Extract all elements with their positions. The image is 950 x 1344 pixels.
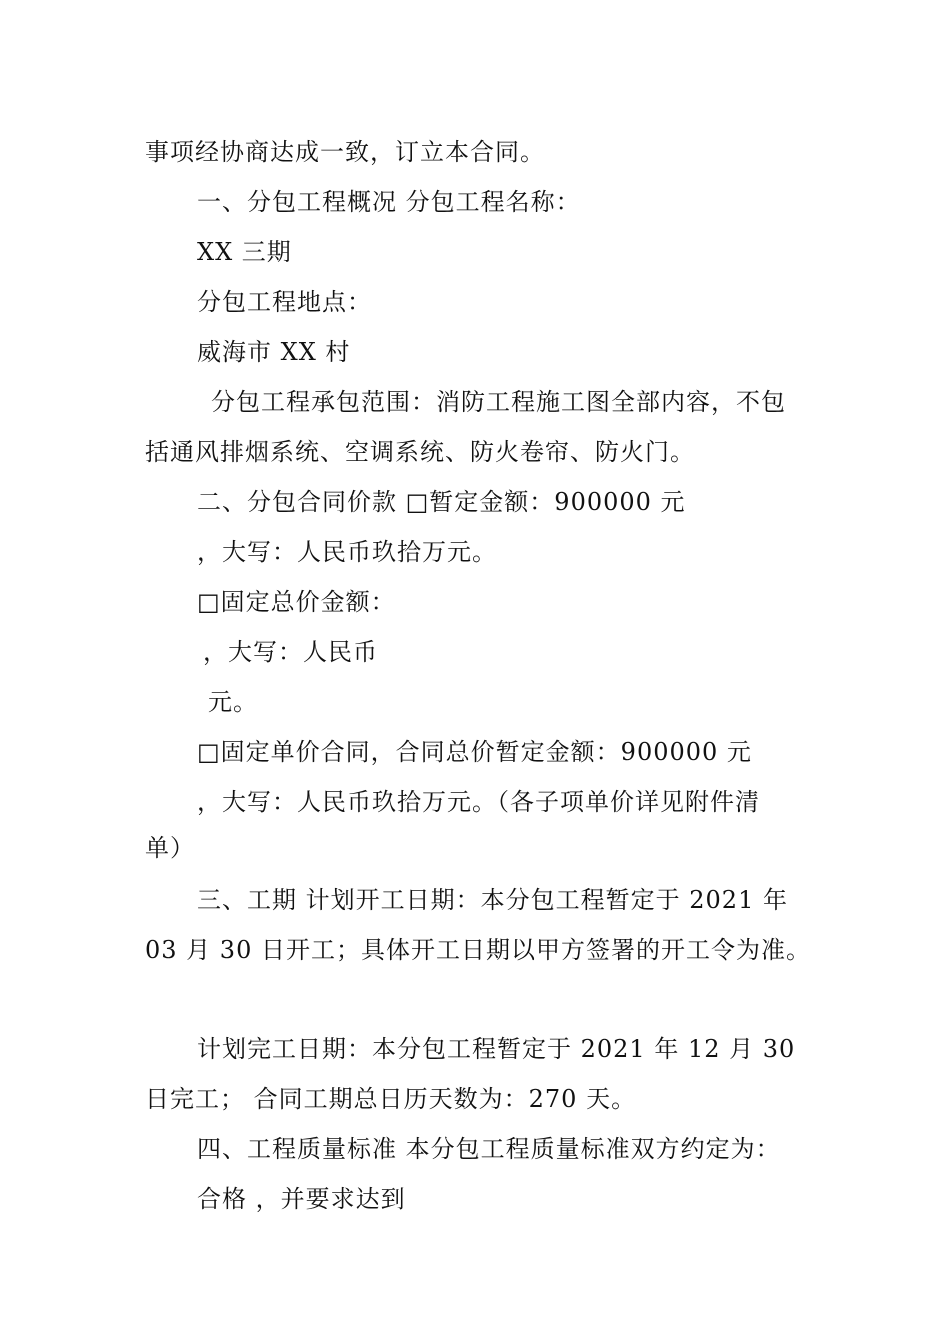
- text-line: ，大写：人民币: [203, 638, 378, 666]
- section-heading: 四、工程质量标准 本分包工程质量标准双方约定为：: [197, 1135, 781, 1163]
- text-line: ，大写：人民币玖拾万元。（各子项单价详见附件清: [197, 788, 760, 816]
- text-line: 分包工程承包范围：消防工程施工图全部内容，不包: [211, 388, 786, 416]
- text-line: 03 月 30 日开工；具体开工日期以甲方签署的开工令为准。: [145, 936, 811, 964]
- text-line: XX 三期: [197, 238, 292, 266]
- text-line: 单）: [145, 834, 195, 862]
- text-line: 事项经协商达成一致，订立本合同。: [145, 138, 545, 166]
- section-heading: 三、工期 计划开工日期：本分包工程暂定于 2021 年: [197, 886, 788, 914]
- text-line: 合格 ，并要求达到: [197, 1185, 406, 1213]
- section-heading: 二、分包合同价款 □暂定金额：900000 元: [197, 488, 686, 516]
- text-line: 括通风排烟系统、空调系统、防火卷帘、防火门。: [145, 438, 695, 466]
- text-line: □固定总价金额：: [197, 588, 396, 616]
- text-line: 日完工； 合同工期总日历天数为：270 天。: [145, 1085, 637, 1113]
- text-line: ，大写：人民币玖拾万元。: [197, 538, 497, 566]
- text-line: 威海市 XX 村: [197, 338, 351, 366]
- text-line: 元。: [208, 688, 258, 716]
- text-line: 分包工程地点：: [197, 288, 372, 316]
- section-heading: 一、分包工程概况 分包工程名称：: [197, 188, 581, 216]
- text-line: □固定单价合同，合同总价暂定金额：900000 元: [197, 738, 752, 766]
- text-line: 计划完工日期：本分包工程暂定于 2021 年 12 月 30: [197, 1035, 796, 1063]
